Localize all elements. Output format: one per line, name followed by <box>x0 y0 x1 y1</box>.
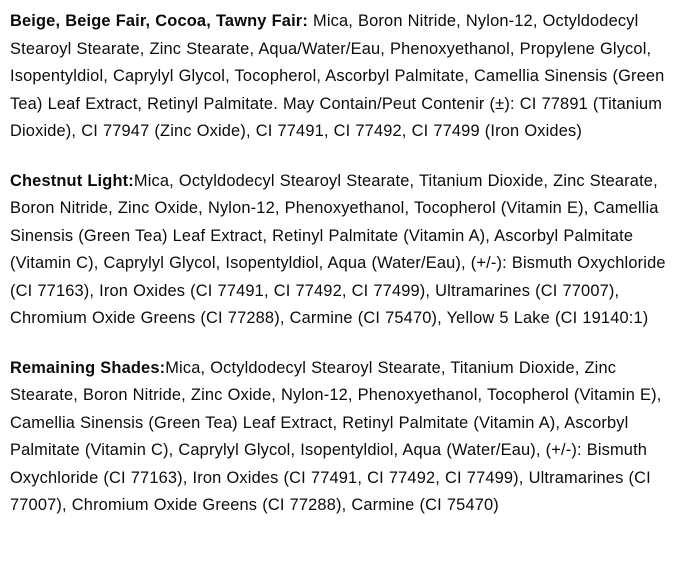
ingredient-list-text: Mica, Boron Nitride, Nylon-12, Octyldodecyl Stearoyl Stearate, Zinc Stearate, Aqua/Water/Eau, Phenoxyethanol, Propylene Glycol, Isopentyldiol, Caprylyl Glycol, Tocopherol, Ascorbyl Palmitate, Camellia Sinensis (Green Tea) Leaf Extract, Retinyl Palmitate. May Contain/Peut Contenir (±): CI 77891 (Titanium Dioxide), CI 77947 (Zinc Oxide), CI 77491, CI 77492, CI 77499 (Iron Oxides) <box>10 12 665 140</box>
shade-group-label: Chestnut Light: <box>10 171 134 190</box>
ingredient-paragraph-remaining-shades <box>10 355 669 520</box>
ingredient-paragraph-beige-group <box>10 8 669 146</box>
ingredient-paragraph-chestnut-light <box>10 168 669 333</box>
shade-group-label: Remaining Shades: <box>10 358 166 377</box>
ingredient-list-text: Mica, Octyldodecyl Stearoyl Stearate, Titanium Dioxide, Zinc Stearate, Boron Nitride, Zinc Oxide, Nylon-12, Phenoxyethanol, Tocopherol (Vitamin E), Camellia Sinensis (Green Tea) Leaf Extract, Retinyl Palmitate (Vitamin A), Ascorbyl Palmitate (Vitamin C), Caprylyl Glycol, Isopentyldiol, Aqua (Water/Eau), (+/-): Bismuth Oxychloride (CI 77163), Iron Oxides (CI 77491, CI 77492, CI 77499), Ultramarines (CI 77007), Chromium Oxide Greens (CI 77288), Carmine (CI 75470) <box>10 358 662 514</box>
ingredient-list-text: Mica, Octyldodecyl Stearoyl Stearate, Titanium Dioxide, Zinc Stearate, Boron Nitride, Zinc Oxide, Nylon-12, Phenoxyethanol, Tocopherol (Vitamin E), Camellia Sinensis (Green Tea) Leaf Extract, Retinyl Palmitate (Vitamin A), Ascorbyl Palmitate (Vitamin C), Caprylyl Glycol, Isopentyldiol, Aqua (Water/Eau), (+/-): Bismuth Oxychloride (CI 77163), Iron Oxides (CI 77491, CI 77492, CI 77499), Ultramarines (CI 77007), Chromium Oxide Greens (CI 77288), Carmine (CI 75470), Yellow 5 Lake (CI 19140:1) <box>10 171 666 327</box>
shade-group-label: Beige, Beige Fair, Cocoa, Tawny Fair: <box>10 12 308 30</box>
